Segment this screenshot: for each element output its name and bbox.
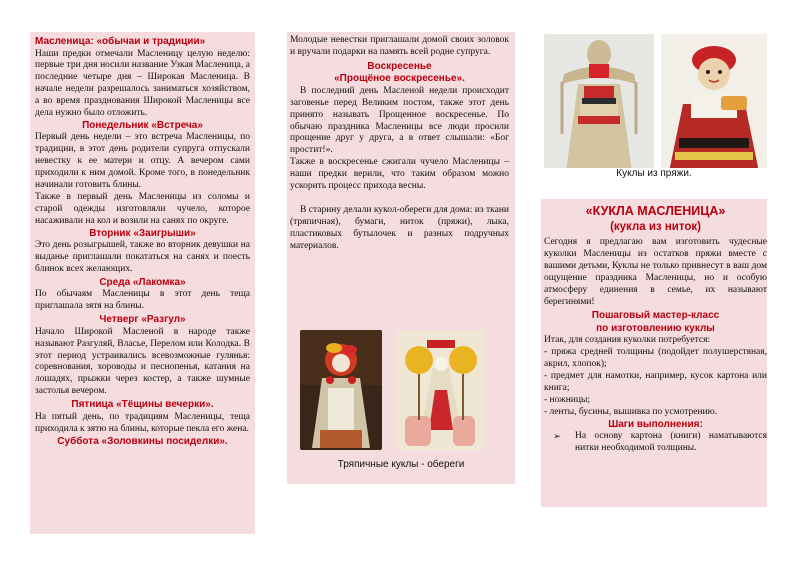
heading-masterclass: Пошаговый мастер-класс <box>591 310 720 322</box>
heading-forgiveness-sunday: «Прощёное воскресенье». <box>334 73 465 85</box>
paragraph-monday-1: Первый день недели – это встреча Масленицы, по традиции, в этот день родители супруга отпускали невестку к ее матери и отцу. А вечером сами приходили к ним домой. Кроме того, в понедельник начинали готовить блины. <box>35 132 250 191</box>
paragraph-friday: На пятый день, по традициям Масленицы, теща приходила к зятю на блины, которые пекла его жена. <box>35 411 250 434</box>
section-intro <box>541 199 767 507</box>
column-3 <box>541 32 767 507</box>
paragraph-sunday-2: Также в воскресенье сжигали чучело Масленицы – наши предки верили, что таким образом можно ускорить процесс прихода весны. <box>290 157 509 192</box>
paragraph-saturday: Молодые невестки приглашали домой своих золовок и вручали подарки на память всей родне супруга. <box>290 35 509 57</box>
arrow-bullet-icon: ➢ <box>553 431 561 442</box>
yarn-doll-photo-2 <box>661 34 767 176</box>
step-1-text: На основу картона (книги) наматываются нитки необходимой толщины. <box>575 431 767 454</box>
yarn-doll-image-2 <box>661 34 767 176</box>
yarn-doll-image-1 <box>544 34 654 176</box>
doll-title: «КУКЛА МАСЛЕНИЦА» <box>585 204 726 218</box>
paragraph-needed: Итак, для создания куколки потребуется: <box>544 335 711 346</box>
yarn-dolls-caption: Куклы из пряжи. <box>541 168 767 179</box>
heading-steps: Шаги выполнения: <box>608 418 703 430</box>
paragraph-dolls: В старину делали кукол-обереги для дома: из ткани (тряпичная), бумаги, ниток (пряжи), лыка, пластиковых бутылочек и разных подручных материалов. <box>290 204 509 251</box>
paragraph-doll-intro: Сегодня я предлагаю вам изготовить чудесные куколки Масленицы из остатков пряжи вместе с вашими детьми, Куклы не только привнесут в ваш дом ощущение праздника Масленицы, но и особую атмосферу единения в семье, их называют берегинями! <box>544 237 767 307</box>
material-item-3: - ножницы; <box>544 394 590 405</box>
material-item-1: - пряжа средней толщины (подойдет полушерстяная, акрил, хлопок); <box>544 347 767 370</box>
yarn-doll-photo-1 <box>544 34 654 176</box>
heading-wednesday: Среда «Лакомка» <box>99 276 186 288</box>
step-1 <box>544 431 767 455</box>
rag-doll-image-1 <box>300 330 382 450</box>
column-2 <box>287 32 515 484</box>
rag-doll-photo-2 <box>397 330 485 450</box>
doll-subtitle: (кукла из ниток) <box>610 221 701 233</box>
paragraph-wednesday: По обычаям Масленицы в этот день теща приглашала зятя на блины. <box>35 289 250 312</box>
heading-saturday: Суббота «Золовкины посиделки». <box>57 436 228 448</box>
rag-doll-photo-1 <box>300 330 382 450</box>
paragraph-intro: Наши предки отмечали Масленицу целую неделю: первые три дня носили название Узкая Масленица, а последние четыре дня – Широкая Масленица. В начале недели разрешалось заниматься хозяйством, а во время празднования Широкой Масленицы все дела нужно было отложить. <box>35 48 250 119</box>
heading-tuesday: Вторник «Заигрыши» <box>89 227 196 239</box>
paragraph-thursday: Начало Широкой Масленой в народе также называют Разгуляй, Власье, Перелом или Колодка. В этот период устраивались всевозможные гулянья: соревнования, хороводы и песнопенья, катания на лошадях, прыжки через костер, а также шумные застолья вечером. <box>35 326 250 397</box>
column-1 <box>30 32 255 534</box>
heading-monday: Понедельник «Встреча» <box>82 119 203 131</box>
rag-doll-image-2 <box>397 330 485 450</box>
material-item-4: - ленты, бусины, вышивка по усмотрению. <box>544 406 718 417</box>
material-item-2: - предмет для намотки, например, кусок картона или книга; <box>544 371 767 394</box>
heading-maslenitsa: Масленица: «обычаи и традиции» <box>35 36 206 47</box>
rag-dolls-caption: Тряпичные куклы - обереги <box>337 459 465 470</box>
paragraph-tuesday: Это день розыгрышей, также во вторник девушки на выданье приглашали покататься на санях и поесть блинок всех желающих. <box>35 240 250 274</box>
heading-sunday: Воскресенье <box>367 60 432 72</box>
paragraph-sunday-1: В последний день Масленой недели происходит заговенье перед Великим постом, также этот день принято называть Прощенное воскресенье. По обычаю праздника Масленицы все люди просили прощение друг у друга, а в ответ слышали: «Бог простит!». <box>290 85 509 156</box>
paragraph-monday-2: Также в первый день Масленицы из соломы и старой одежды изготовляли чучело, которое насаживали на кол и возили на санях по округе. <box>35 191 250 226</box>
heading-masterclass-2: по изготовлению куклы <box>596 322 715 334</box>
heading-thursday: Четверг «Разгул» <box>99 314 186 326</box>
heading-friday: Пятница «Тёщины вечерки». <box>71 399 214 411</box>
